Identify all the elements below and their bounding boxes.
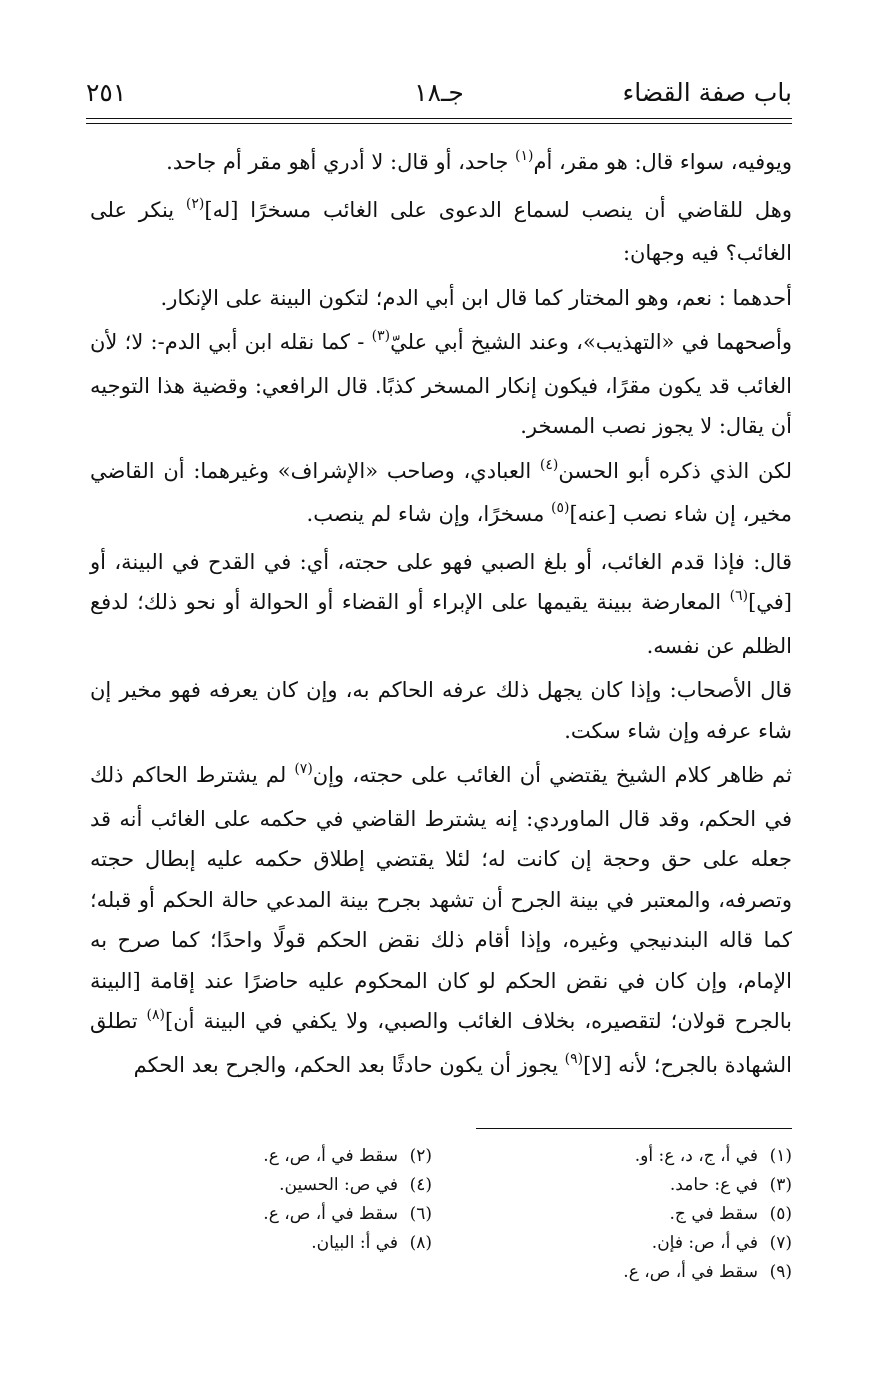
- footnote-text: سقط في أ، ص، ع.: [263, 1204, 398, 1224]
- text-run: تطلق الشهادة بالجرح؛ لأنه [لا]: [90, 1009, 792, 1077]
- text-run: وأصحهما في «التهذيب»، وعند الشيخ أبي عليّ: [390, 330, 792, 354]
- text-run: ثم ظاهر كلام الشيخ يقتضي أن الغائب على حجته، وإن: [312, 763, 793, 787]
- footnote-text: سقط في ج.: [669, 1204, 758, 1224]
- paragraph: [90, 190, 792, 274]
- footnote-number: (٧): [769, 1233, 792, 1253]
- text-run: مسخرًا، وإن شاء لم ينصب.: [306, 502, 551, 526]
- text-run: لم يشترط الحاكم ذلك في الحكم، وقد قال الماوردي: إنه يشترط القاضي في حكمه على الغائب أنه قد جعله على حق وحجة إن كانت له؛ لئلا يقتضي إطلاق حكمه عليه إبطال حجته وتصرفه، والمعتبر في بينة الجرح أن تشهد بجرح بينة المدعي حالة الحكم أو قبله؛ كما قاله البندنيجي وغيره، وإذا أقام ذلك نقض الحكم قولًا واحدًا؛ كما صرح به الإمام، وإن كان في نقض الحكم لو كان المحكوم عليه حاضرًا عند إقامة [البينة بالجرح قولان؛ لتقصيره، بخلاف الغائب والصبي، ولا يكفي في البينة أن]: [90, 763, 792, 1033]
- footnote-item: [92, 1142, 432, 1171]
- footnote-number: (٤): [409, 1175, 432, 1195]
- text-run: لكن الذي ذكره أبو الحسن: [558, 458, 792, 483]
- footnote-text: في أ، ج، د، ع: أو.: [634, 1146, 758, 1166]
- footnote-number: (٨): [409, 1233, 432, 1253]
- footnote-marker: (٤): [539, 456, 559, 473]
- text-run: المعارضة ببينة يقيمها على الإبراء أو القضاء أو الحوالة أو نحو ذلك؛ لدفع الظلم عن نفسه.: [90, 590, 792, 658]
- text-run: ويوفيه، سواء قال: هو مقر، أم: [533, 150, 792, 174]
- footnotes: [90, 1142, 792, 1332]
- text-run: ينكر على الغائب؟ فيه وجهان:: [90, 197, 792, 265]
- paragraph: [90, 670, 792, 751]
- text-run: وهل للقاضي أن ينصب لسماع الدعوى على الغائب مسخرًا [له]: [204, 197, 792, 222]
- chapter-title: باب صفة القضاء: [622, 78, 792, 107]
- header-rule-bottom: [86, 123, 792, 124]
- footnote-item: [452, 1229, 792, 1258]
- footnote-number: (٣): [769, 1175, 792, 1195]
- footnote-number: (٢): [409, 1146, 432, 1166]
- footnote-text: في أ: البيان.: [311, 1233, 398, 1253]
- text-run: العبادي، وصاحب «الإشراف» وغيرهما: أن القاضي مخير، إن شاء نصب [عنه]: [90, 458, 792, 526]
- footnotes-column-right: [452, 1142, 792, 1287]
- footnote-text: في أ، ص: فإن.: [651, 1233, 758, 1253]
- footnote-marker: (٦): [729, 588, 749, 604]
- footnote-marker: (٢): [185, 195, 205, 212]
- text-run: قال: فإذا قدم الغائب، أو بلغ الصبي فهو على حجته، أي: في القدح في البينة، أو [في]: [90, 549, 792, 614]
- footnote-item: [452, 1142, 792, 1171]
- footnote-marker: (١): [514, 148, 534, 164]
- footnote-text: في ع: حامد.: [669, 1175, 758, 1195]
- footnote-item: [92, 1171, 432, 1200]
- footnote-item: [92, 1229, 432, 1258]
- text-run: أحدهما : نعم، وهو المختار كما قال ابن أبي الدم؛ لتكون البينة على الإنكار.: [160, 285, 792, 310]
- header-rule-top: [86, 118, 792, 119]
- footnote-marker: (٧): [294, 761, 313, 777]
- footnote-number: (١): [769, 1146, 792, 1166]
- text-run: قال الأصحاب: وإذا كان يجهل ذلك عرفه الحاكم به، وإن كان يعرفه فهو مخير إن شاء عرفه وإن شاء سكت.: [90, 678, 792, 743]
- paragraph: [90, 322, 792, 447]
- paragraph: [90, 542, 792, 667]
- volume-label: جـ١٨: [414, 78, 464, 107]
- running-header: [86, 78, 792, 114]
- footnote-text: سقط في أ، ص، ع.: [623, 1262, 758, 1282]
- footnote-text: سقط في أ، ص، ع.: [263, 1146, 398, 1166]
- footnote-separator: [476, 1128, 792, 1129]
- paragraph: [90, 278, 792, 319]
- text-run: يجوز أن يكون حادثًا بعد الحكم، والجرح بعد الحكم: [133, 1052, 565, 1077]
- footnote-marker: (٨): [146, 1007, 166, 1023]
- paragraph: [90, 755, 792, 1088]
- footnote-item: [452, 1171, 792, 1200]
- footnote-number: (٦): [409, 1204, 432, 1224]
- footnote-marker: (٩): [564, 1050, 584, 1067]
- main-text: [90, 142, 792, 1092]
- footnotes-column-left: [92, 1142, 432, 1258]
- footnote-marker: (٣): [371, 328, 391, 344]
- footnote-text: في ص: الحسين.: [279, 1175, 398, 1195]
- footnote-number: (٩): [769, 1262, 792, 1282]
- paragraph: [90, 451, 792, 538]
- footnote-item: [92, 1200, 432, 1229]
- text-run: جاحد، أو قال: لا أدري أهو مقر أم جاحد.: [166, 150, 515, 174]
- text-run: - كما نقله ابن أبي الدم-: لا؛ لأن الغائب قد يكون مقرًا، فيكون إنكار المسخر كذبًا. قال الرافعي: وقضية هذا التوجيه أن يقال: لا يجوز نصب المسخر.: [90, 330, 792, 438]
- footnote-item: [452, 1200, 792, 1229]
- footnote-marker: (٥): [551, 500, 570, 516]
- paragraph: [90, 142, 792, 186]
- footnote-number: (٥): [769, 1204, 792, 1224]
- footnote-item: [452, 1258, 792, 1287]
- page-number: ٢٥١: [86, 78, 127, 107]
